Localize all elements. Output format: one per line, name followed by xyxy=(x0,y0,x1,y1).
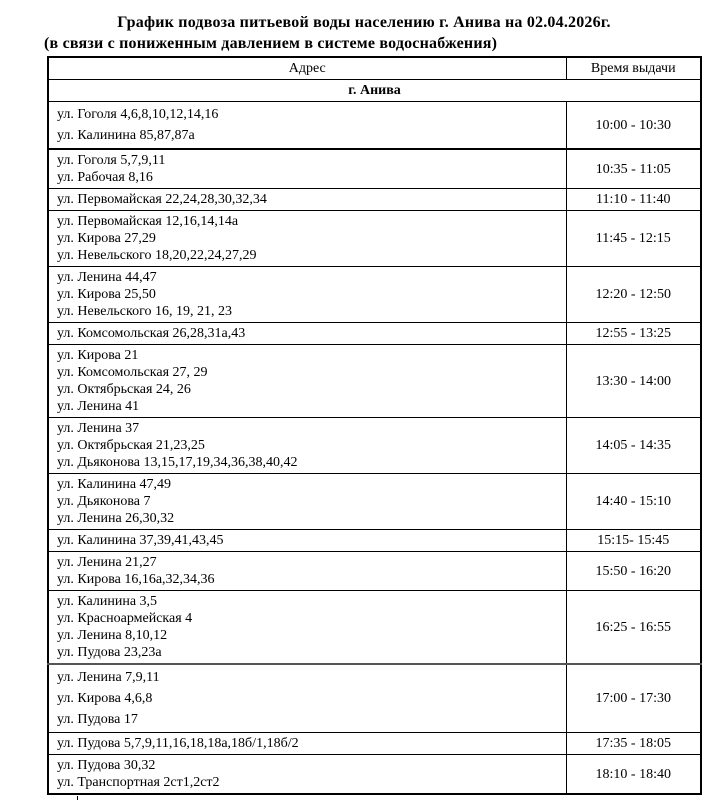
table-row xyxy=(48,149,701,189)
address-line: ул. Кирова 21 xyxy=(57,348,139,363)
address-line: ул. Ленина 26,30,32 xyxy=(57,511,175,526)
table-body xyxy=(48,102,701,795)
address-line: ул. Ленина 44,47 xyxy=(57,270,157,285)
page-subtitle: (в связи с пониженным давлением в системе водоснабжения) xyxy=(44,35,498,52)
address-line: ул. Невельского 16, 19, 21, 23 xyxy=(57,304,233,319)
time-cell: 10:00 - 10:30 xyxy=(566,102,701,150)
time-cell: 16:25 - 16:55 xyxy=(566,591,701,665)
address-line: ул. Комсомольская 27, 29 xyxy=(57,365,208,380)
address-line: ул. Ленина 8,10,12 xyxy=(57,628,168,643)
address-cell xyxy=(48,733,566,755)
address-line: ул. Транспортная 2ст1,2ст2 xyxy=(57,775,220,790)
table-row xyxy=(48,323,701,345)
column-header-time: Время выдачи xyxy=(566,57,701,80)
table-row xyxy=(48,552,701,591)
time-cell: 17:35 - 18:05 xyxy=(566,733,701,755)
address-cell xyxy=(48,189,566,211)
address-cell xyxy=(48,211,566,267)
section-title-city: г. Анива xyxy=(48,80,701,102)
address-line: ул. Калинина 85,87,87а xyxy=(57,128,195,143)
address-line: ул. Невельского 18,20,22,24,27,29 xyxy=(57,248,257,263)
address-cell xyxy=(48,664,566,733)
address-line: ул. Пудова 23,23а xyxy=(57,645,162,660)
address-line: ул. Красноармейская 4 xyxy=(57,611,193,626)
time-cell: 15:15- 15:45 xyxy=(566,530,701,552)
page-title: График подвоза питьевой воды населению г. Анива на 02.04.2026г. xyxy=(117,14,611,31)
address-cell xyxy=(48,418,566,474)
address-line: ул. Пудова 30,32 xyxy=(57,758,156,773)
address-cell xyxy=(48,552,566,591)
address-line: ул. Ленина 7,9,11 xyxy=(57,670,160,685)
address-cell xyxy=(48,591,566,665)
time-cell: 17:00 - 17:30 xyxy=(566,664,701,733)
table-row xyxy=(48,733,701,755)
document-page xyxy=(0,12,728,800)
address-line: ул. Первомайская 22,24,28,30,32,34 xyxy=(57,192,267,207)
time-cell: 18:10 - 18:40 xyxy=(566,755,701,795)
address-line: ул. Ленина 41 xyxy=(57,399,140,414)
address-line: ул. Рабочая 8,16 xyxy=(57,170,153,185)
time-cell: 14:40 - 15:10 xyxy=(566,474,701,530)
text-cursor-artifact xyxy=(77,796,78,800)
table-row xyxy=(48,755,701,795)
address-cell xyxy=(48,474,566,530)
address-line: ул. Ленина 21,27 xyxy=(57,555,157,570)
address-line: ул. Кирова 25,50 xyxy=(57,287,156,302)
column-header-address: Адрес xyxy=(48,57,566,80)
time-cell: 12:20 - 12:50 xyxy=(566,267,701,323)
time-cell: 14:05 - 14:35 xyxy=(566,418,701,474)
table-row xyxy=(48,474,701,530)
address-line: ул. Кирова 16,16а,32,34,36 xyxy=(57,572,215,587)
time-cell: 13:30 - 14:00 xyxy=(566,345,701,418)
time-cell: 11:10 - 11:40 xyxy=(566,189,701,211)
address-cell xyxy=(48,345,566,418)
address-line: ул. Калинина 37,39,41,43,45 xyxy=(57,533,224,548)
table-row xyxy=(48,418,701,474)
address-line: ул. Кирова 27,29 xyxy=(57,231,156,246)
address-cell xyxy=(48,267,566,323)
address-cell xyxy=(48,530,566,552)
table-header-row xyxy=(48,57,701,80)
table-row xyxy=(48,267,701,323)
time-cell: 11:45 - 12:15 xyxy=(566,211,701,267)
address-line: ул. Калинина 47,49 xyxy=(57,477,172,492)
address-line: ул. Гоголя 5,7,9,11 xyxy=(57,153,166,168)
address-line: ул. Ленина 37 xyxy=(57,421,140,436)
address-line: ул. Дьяконова 7 xyxy=(57,494,151,509)
table-row xyxy=(48,102,701,150)
time-cell: 15:50 - 16:20 xyxy=(566,552,701,591)
address-line: ул. Комсомольская 26,28,31а,43 xyxy=(57,326,246,341)
address-cell xyxy=(48,323,566,345)
table-row xyxy=(48,189,701,211)
address-cell xyxy=(48,102,566,150)
address-line: ул. Пудова 5,7,9,11,16,18,18а,18б/1,18б/2 xyxy=(57,736,299,751)
time-cell: 12:55 - 13:25 xyxy=(566,323,701,345)
address-line: ул. Октябрьская 21,23,25 xyxy=(57,438,205,453)
address-line: ул. Дьяконова 13,15,17,19,34,36,38,40,42 xyxy=(57,455,298,470)
address-line: ул. Первомайская 12,16,14,14а xyxy=(57,214,239,229)
time-cell: 10:35 - 11:05 xyxy=(566,149,701,189)
address-line: ул. Кирова 4,6,8 xyxy=(57,691,153,706)
table-row xyxy=(48,530,701,552)
table-row xyxy=(48,345,701,418)
table-row xyxy=(48,591,701,665)
address-cell xyxy=(48,755,566,795)
section-row xyxy=(48,80,701,102)
water-schedule-table xyxy=(47,56,702,795)
address-cell xyxy=(48,149,566,189)
address-line: ул. Октябрьская 24, 26 xyxy=(57,382,191,397)
address-line: ул. Пудова 17 xyxy=(57,712,138,727)
address-line: ул. Гоголя 4,6,8,10,12,14,16 xyxy=(57,107,219,122)
table-row xyxy=(48,211,701,267)
table-row xyxy=(48,664,701,733)
address-line: ул. Калинина 3,5 xyxy=(57,594,158,609)
